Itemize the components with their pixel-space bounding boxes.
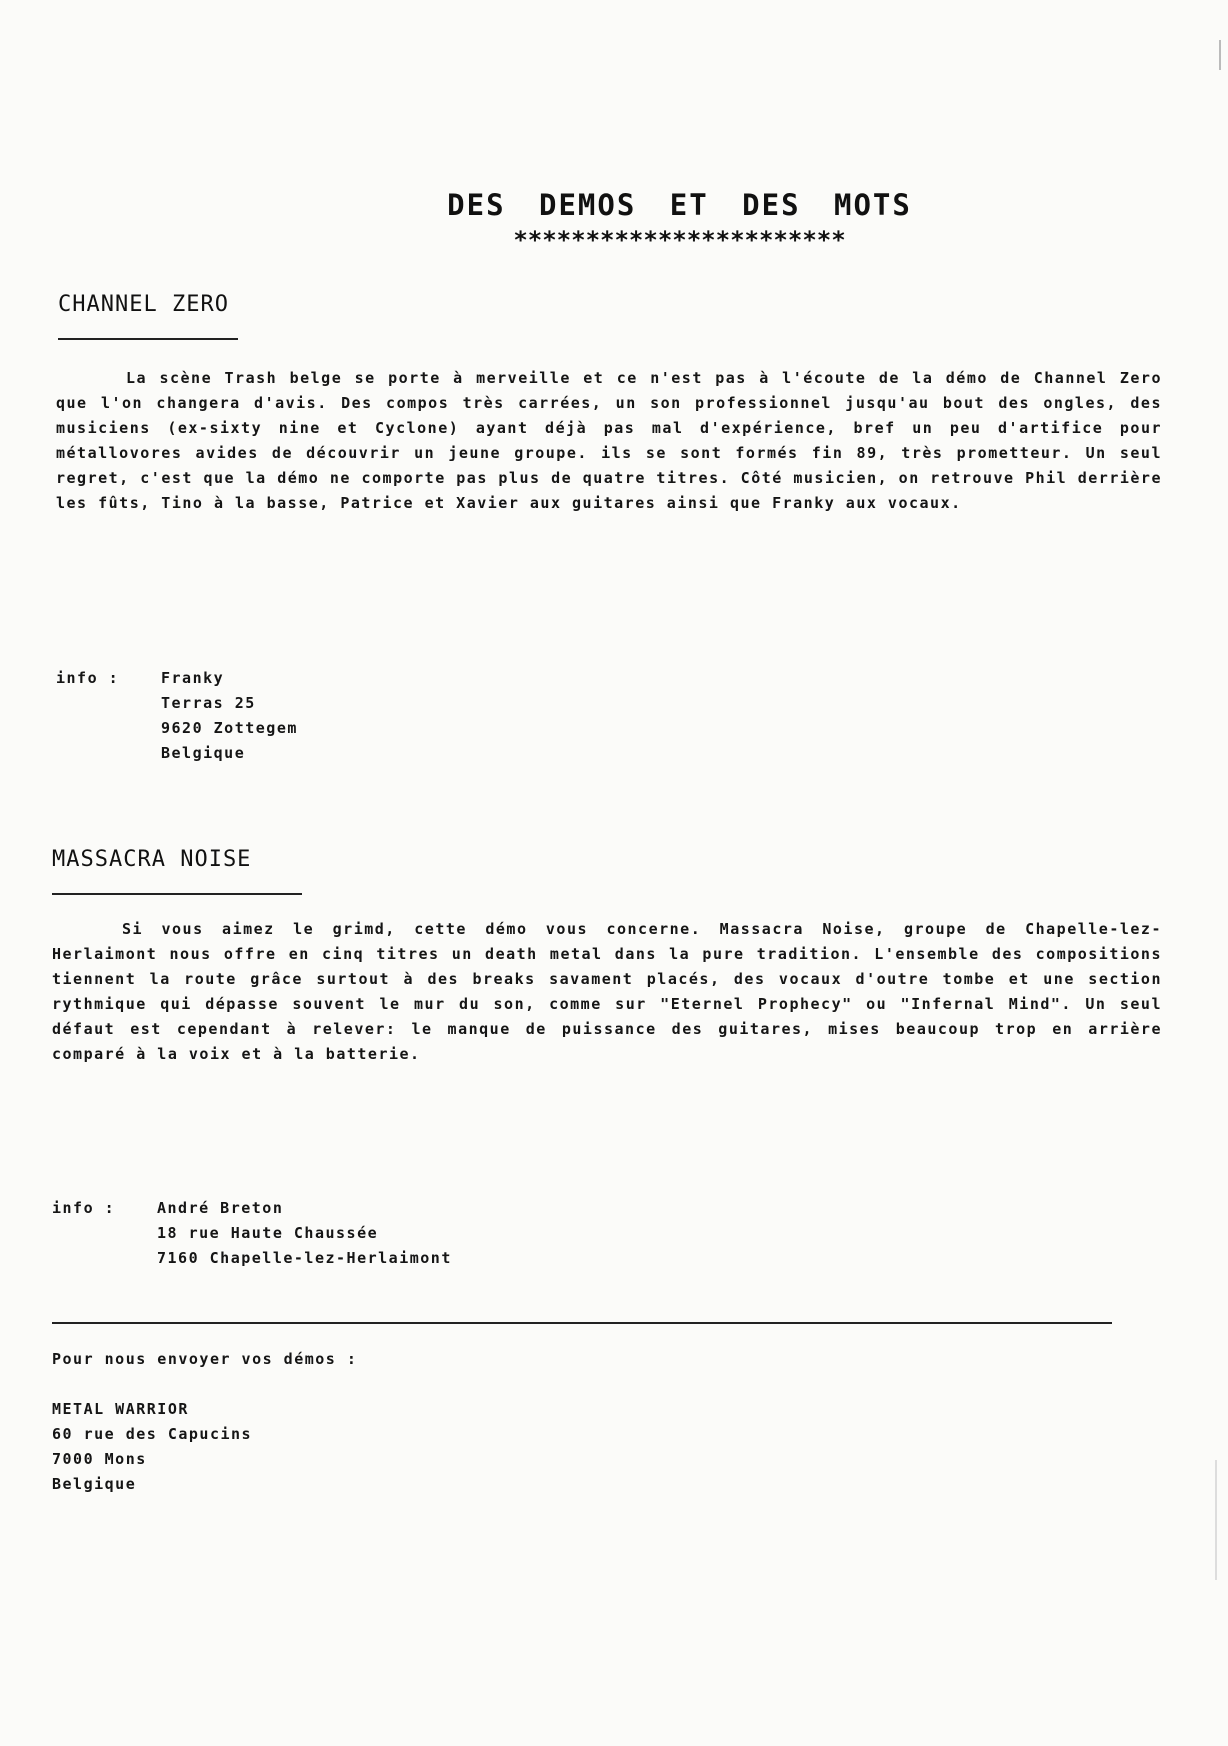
info-line: 18 rue Haute Chaussée <box>157 1224 379 1242</box>
page-title: DES DEMOS ET DES MOTS <box>447 188 912 222</box>
section-heading-channel-zero: CHANNEL ZERO <box>58 292 229 317</box>
footer-address <box>52 1397 252 1497</box>
paragraph-text: Si vous aimez le grimd, cette démo vous concerne. Massacra Noise, groupe de Chapelle-lez-Herlaimont nous offre en cinq titres un death metal dans la pure tradition. L'ensemble des compositions tiennent la route grâce surtout à des breaks savament placés, des vocaux d'outre tombe et une section rythmique qui dépasse souvent le mur du son, comme sur "Eternel Prophecy" ou "Infernal Mind". Un seul défaut est cependant à relever: le manque de puissance des guitares, mises beaucoup trop en arrière comparé à la voix et à la batterie. <box>52 920 1162 1063</box>
review-paragraph-massacra-noise <box>52 917 1162 1067</box>
info-block-massacra-noise <box>52 1196 452 1271</box>
address-line: METAL WARRIOR <box>52 1400 189 1418</box>
address-line: Belgique <box>52 1475 137 1493</box>
heading-rule <box>52 893 302 895</box>
footer-intro: Pour nous envoyer vos démos : <box>52 1350 358 1368</box>
review-paragraph-channel-zero <box>56 366 1162 516</box>
heading-rule <box>58 338 238 340</box>
info-line: Franky <box>161 669 225 687</box>
info-line: 7160 Chapelle-lez-Herlaimont <box>157 1249 452 1267</box>
info-line: André Breton <box>157 1199 284 1217</box>
info-label: info : <box>52 1199 116 1217</box>
title-block <box>362 188 997 254</box>
info-block-channel-zero <box>56 666 298 766</box>
title-underline: *********************** <box>513 226 846 254</box>
info-line: Belgique <box>161 744 246 762</box>
info-line: Terras 25 <box>161 694 256 712</box>
section-heading-massacra-noise: MASSACRA NOISE <box>52 847 252 872</box>
info-line: 9620 Zottegem <box>161 719 298 737</box>
address-line: 7000 Mons <box>52 1450 147 1468</box>
scan-speck <box>1219 40 1221 70</box>
scan-speck <box>1215 1460 1217 1580</box>
info-label: info : <box>56 669 120 687</box>
paragraph-text: La scène Trash belge se porte à merveille et ce n'est pas à l'écoute de la démo de Channel Zero que l'on changera d'avis. Des compos très carrées, un son professionnel jusqu'au bout des ongles, des musiciens (ex-sixty nine et Cyclone) ayant déjà pas mal d'expérience, bref un peu d'artifice pour métallovores avides de découvrir un jeune groupe. ils se sont formés fin 89, très prometteur. Un seul regret, c'est que la démo ne comporte pas plus de quatre titres. Côté musicien, on retrouve Phil derrière les fûts, Tino à la basse, Patrice et Xavier aux guitares ainsi que Franky aux vocaux. <box>56 369 1162 512</box>
address-line: 60 rue des Capucins <box>52 1425 253 1443</box>
section-divider <box>52 1322 1112 1324</box>
